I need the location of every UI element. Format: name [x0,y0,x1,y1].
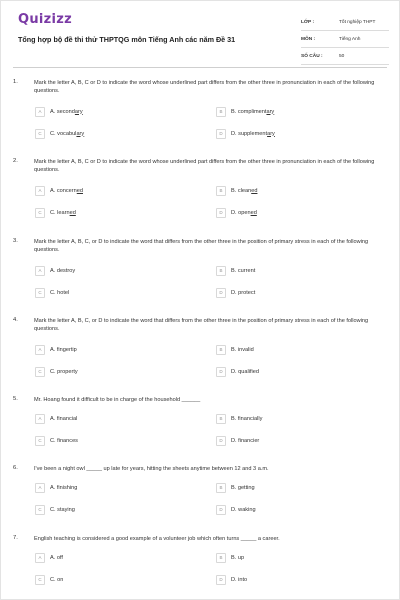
option-text: A. destroy [50,267,76,274]
option-letter-badge: A [35,266,45,276]
option-label [50,210,76,216]
meta-row-class [301,14,389,31]
question-text: Mr. Hoang found it difficult to be in charge of the household ______ [34,397,201,403]
option-letter-badge: A [35,107,45,117]
meta-key: SỐ CÂU : [301,53,323,59]
meta-row-question-count [301,48,389,65]
question-number: 7. [13,535,18,541]
option-text: C. vocabul [50,130,77,137]
underlined-part: ary [76,130,85,137]
quizizz-logo[interactable]: Quizizz [18,12,73,27]
option-letter-badge: B [216,483,226,493]
option-text: B. getting [231,484,255,491]
underlined-part: ed [69,209,76,216]
question-number: 2. [13,158,18,164]
option-label [50,416,77,422]
option-letter-badge: C [35,208,45,218]
option-text: D. waking [231,506,256,513]
option-label [231,555,244,561]
option-letter-badge: A [35,483,45,493]
option-text: A. fingertip [50,346,77,353]
option-letter-badge: A [35,553,45,563]
option-letter-badge: D [216,129,226,139]
option-text: C. hotel [50,289,70,296]
meta-key: MÔN : [301,36,316,42]
option-a[interactable] [35,482,77,493]
option-label [50,507,75,513]
option-c[interactable] [35,574,63,585]
option-c[interactable] [35,435,78,446]
option-letter-badge: B [216,186,226,196]
option-text: D. open [231,209,251,216]
option-label [231,131,275,137]
underlined-part: ary [74,108,83,115]
option-text: C. property [50,368,78,375]
option-label [50,369,78,375]
option-letter-badge: C [35,436,45,446]
option-label [50,555,63,561]
meta-row-subject [301,31,389,48]
option-text: D. protect [231,289,256,296]
option-text: C. on [50,576,64,583]
option-letter-badge: C [35,288,45,298]
option-d[interactable] [216,128,275,139]
option-label [50,438,78,444]
option-a[interactable] [35,413,77,424]
option-label [231,438,259,444]
option-a[interactable] [35,552,63,563]
option-text: A. financial [50,415,78,422]
question-number: 6. [13,465,18,471]
meta-value: 50 [339,53,345,59]
option-d[interactable] [216,366,259,377]
meta-key: LỚP : [301,19,315,25]
option-text: B. financially [231,415,263,422]
option-a[interactable] [35,185,83,196]
option-text: D. supplement [231,130,268,137]
meta-value: Tiếng Anh [339,36,361,42]
option-a[interactable] [35,106,83,117]
document-title: Tổng hợp bộ đề thi thử THPTQG môn Tiếng Anh các năm Đề 31 [18,35,236,44]
option-label [231,485,255,491]
option-text: D. qualified [231,368,259,375]
question-number: 3. [13,238,18,244]
underlined-part: ary [267,130,275,137]
option-label [231,416,262,422]
option-label [231,188,257,194]
option-text: B. current [231,267,256,274]
option-letter-badge: B [216,266,226,276]
option-a[interactable] [35,344,77,355]
option-d[interactable] [216,574,247,585]
question-number: 4. [13,317,18,323]
option-text: D. financier [231,437,260,444]
option-letter-badge: D [216,575,226,585]
option-letter-badge: D [216,208,226,218]
option-d[interactable] [216,435,259,446]
option-c[interactable] [35,207,76,218]
option-label [50,268,75,274]
option-letter-badge: D [216,288,226,298]
option-label [50,131,84,137]
question-number: 1. [13,79,18,85]
question-text: Mark the letter A, B, C or D to indicate the word whose underlined part differs from the other three in pronunciation in each of the following questions. [34,80,375,95]
question-text: Mark the letter A, B, C or D to indicate the word whose underlined part differs from the other three in pronunciation in each of the following questions. [34,159,375,174]
underlined-part: ed [250,209,257,216]
option-letter-badge: C [35,505,45,515]
meta-value: Tốt nghiệp THPT [339,19,376,25]
option-letter-badge: A [35,186,45,196]
option-text: C. learn [50,209,70,216]
question-text: Mark the letter A, B, C, or D to indicate the word that differs from the other three in the position of primary stress in each of the following questions. [34,318,369,333]
option-label [50,188,83,194]
option-text: B. up [231,554,245,561]
question-text: Mark the letter A, B, C, or D to indicate the word that differs from the other three in the position of primary stress in each of the following questions. [34,239,369,254]
meta-box [301,14,389,65]
option-b[interactable] [216,185,257,196]
header-divider [13,67,387,68]
option-b[interactable] [216,106,274,117]
option-text: D. into [231,576,248,583]
option-text: B. clean [231,187,252,194]
option-c[interactable] [35,504,75,515]
option-label [231,507,256,513]
option-label [231,347,254,353]
question-text: I've been a night owl _____ up late for years, hitting the sheets anytime between 12 and 3 a.m. [34,466,269,472]
option-letter-badge: D [216,505,226,515]
option-c[interactable] [35,287,69,298]
option-text: A. concern [50,187,77,194]
option-c[interactable] [35,366,78,377]
option-text: A. second [50,108,75,115]
option-label [50,347,77,353]
option-d[interactable] [216,287,255,298]
underlined-part: ed [251,187,258,194]
option-text: B. compliment [231,108,267,115]
option-b[interactable] [216,265,255,276]
underlined-part: ed [76,187,83,194]
underlined-part: ary [266,108,275,115]
option-label [231,268,255,274]
option-label [50,109,83,115]
option-letter-badge: B [216,553,226,563]
option-text: B. invalid [231,346,254,353]
question-text: English teaching is considered a good example of a volunteer job which often turns _____ a career. [34,536,280,542]
option-text: A. off [50,554,63,561]
option-text: A. finishing [50,484,78,491]
option-label [50,485,77,491]
option-text: C. staying [50,506,75,513]
option-text: C. finances [50,437,78,444]
option-b[interactable] [216,552,244,563]
option-letter-badge: B [216,345,226,355]
option-label [231,577,247,583]
option-label [50,577,63,583]
option-label [50,290,69,296]
option-letter-badge: A [35,414,45,424]
option-c[interactable] [35,128,84,139]
option-letter-badge: D [216,367,226,377]
option-letter-badge: B [216,107,226,117]
option-letter-badge: A [35,345,45,355]
option-d[interactable] [216,504,256,515]
question-number: 5. [13,396,18,402]
option-letter-badge: C [35,367,45,377]
option-label [231,210,257,216]
option-letter-badge: C [35,575,45,585]
option-b[interactable] [216,413,262,424]
option-letter-badge: D [216,436,226,446]
option-label [231,290,255,296]
option-label [231,369,259,375]
option-label [231,109,274,115]
option-b[interactable] [216,344,254,355]
option-d[interactable] [216,207,257,218]
option-a[interactable] [35,265,75,276]
option-letter-badge: B [216,414,226,424]
option-letter-badge: C [35,129,45,139]
option-b[interactable] [216,482,255,493]
